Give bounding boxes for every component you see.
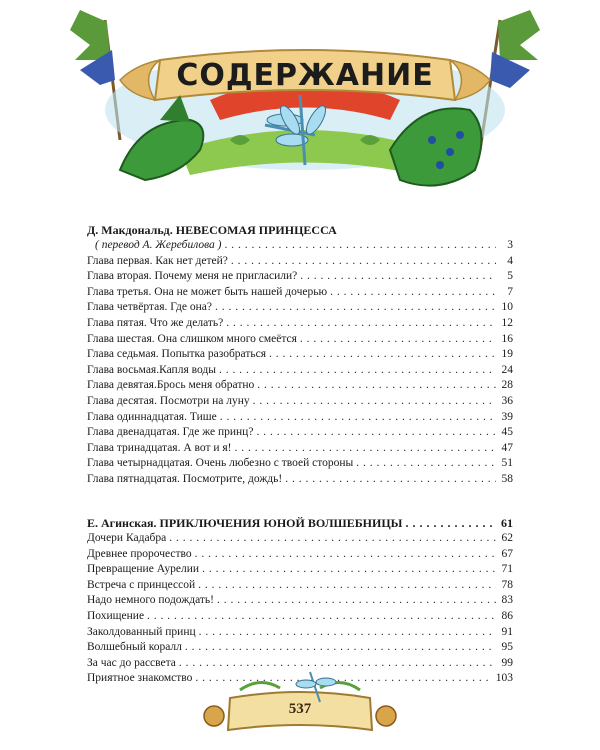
chapter-title: За час до рассвета bbox=[87, 656, 176, 669]
dragon-right-spot bbox=[446, 148, 454, 156]
chapter-title: Глава пятнадцатая. Посмотрите, дождь! bbox=[87, 472, 283, 485]
chapter-title: Превращение Аурелии bbox=[87, 563, 200, 576]
page-ref: 86 bbox=[501, 610, 513, 623]
page-ref: 4 bbox=[507, 254, 513, 267]
page-title: СОДЕРЖАНИЕ bbox=[176, 58, 434, 93]
page-ref: 28 bbox=[501, 379, 513, 392]
page-ref: 67 bbox=[501, 547, 513, 560]
page-ref: 45 bbox=[501, 426, 513, 439]
dragon-right-spot bbox=[436, 161, 444, 169]
dragon-right-spot bbox=[428, 136, 436, 144]
list-item[interactable] bbox=[87, 285, 513, 301]
page-ref: 36 bbox=[501, 394, 513, 407]
page-ref: 95 bbox=[501, 641, 513, 654]
list-item[interactable] bbox=[87, 238, 513, 254]
chapter-title: Надо немного подождать! bbox=[87, 594, 214, 607]
section-gap bbox=[87, 488, 513, 516]
chapter-title: Глава первая. Как нет детей? bbox=[87, 254, 228, 267]
chapter-title: Глава двенадцатая. Где же принц? bbox=[87, 426, 254, 439]
page-ref: 103 bbox=[495, 672, 513, 685]
section2-author: Е. Агинская. bbox=[87, 515, 157, 530]
chapter-title: Глава десятая. Посмотри на луну bbox=[87, 394, 250, 407]
header-banner-art bbox=[60, 0, 550, 210]
list-item[interactable] bbox=[87, 347, 513, 363]
chapter-title: Глава вторая. Почему меня не пригласили? bbox=[87, 270, 298, 283]
dot-leader bbox=[231, 254, 496, 270]
dot-leader bbox=[300, 269, 496, 285]
chapter-title: Встреча с принцессой bbox=[87, 578, 196, 591]
section2-heading[interactable] bbox=[87, 516, 513, 532]
list-item[interactable] bbox=[87, 640, 513, 656]
chapter-title: Глава тринадцатая. А вот и я! bbox=[87, 441, 232, 454]
chapter-title: Приятное знакомство bbox=[87, 672, 193, 685]
footer-ornament bbox=[200, 668, 400, 744]
list-item[interactable] bbox=[87, 593, 513, 609]
list-item[interactable] bbox=[87, 456, 513, 472]
chapter-title: Глава восьмая.Капля воды bbox=[87, 363, 216, 376]
header-illustration bbox=[60, 0, 550, 210]
list-item[interactable] bbox=[87, 410, 513, 426]
page-ref: 16 bbox=[501, 332, 513, 345]
section1-chapter-list bbox=[87, 254, 513, 488]
page-ref: 62 bbox=[501, 532, 513, 545]
page-ref: 47 bbox=[501, 441, 513, 454]
dot-leader bbox=[215, 300, 496, 316]
page-ref: 78 bbox=[501, 578, 513, 591]
section2-chapter-list bbox=[87, 531, 513, 687]
dot-leader bbox=[269, 347, 496, 363]
section1-title: НЕВЕСОМАЯ ПРИНЦЕССА bbox=[175, 223, 337, 237]
page-ref: 3 bbox=[507, 239, 513, 251]
section2-title: ПРИКЛЮЧЕНИЯ ЮНОЙ ВОЛШЕБНИЦЫ bbox=[159, 515, 403, 530]
page-ref: 91 bbox=[501, 625, 513, 638]
chapter-title: Похищение bbox=[87, 610, 145, 623]
section1-author: Д. Макдональд. bbox=[87, 223, 173, 237]
chapter-title: Дочери Кадабра bbox=[87, 532, 167, 545]
dot-leader bbox=[202, 562, 496, 578]
page-ref: 24 bbox=[501, 363, 513, 376]
dot-leader bbox=[356, 456, 496, 472]
dot-leader bbox=[224, 238, 496, 254]
list-item[interactable] bbox=[87, 531, 513, 547]
chapter-title: Глава шестая. Она слишком много смеётся bbox=[87, 332, 297, 345]
list-item[interactable] bbox=[87, 441, 513, 457]
page-ref: 19 bbox=[501, 348, 513, 361]
list-item[interactable] bbox=[87, 394, 513, 410]
list-item[interactable] bbox=[87, 254, 513, 270]
dot-leader bbox=[405, 516, 496, 532]
chapter-title: Древнее пророчество bbox=[87, 547, 192, 560]
page-number: 537 bbox=[288, 701, 312, 717]
table-of-contents bbox=[87, 222, 513, 687]
dot-leader bbox=[169, 531, 496, 547]
dot-leader bbox=[147, 609, 496, 625]
page-ref: 61 bbox=[501, 515, 513, 530]
page-ref: 10 bbox=[501, 301, 513, 314]
dot-leader bbox=[199, 625, 496, 641]
list-item[interactable] bbox=[87, 425, 513, 441]
dot-leader bbox=[217, 593, 496, 609]
chapter-title: Глава одиннадцатая. Тише bbox=[87, 410, 217, 423]
list-item[interactable] bbox=[87, 378, 513, 394]
page-ref: 71 bbox=[501, 563, 513, 576]
page-ref: 7 bbox=[507, 285, 513, 298]
page-ref: 5 bbox=[507, 270, 513, 283]
chapter-title: Глава девятая.Брось меня обратно bbox=[87, 379, 255, 392]
dot-leader bbox=[226, 316, 496, 332]
list-item[interactable] bbox=[87, 363, 513, 379]
list-item[interactable] bbox=[87, 625, 513, 641]
list-item[interactable] bbox=[87, 332, 513, 348]
translator-credit: ( перевод А. Жеребилова ) bbox=[95, 239, 222, 251]
section1-heading bbox=[87, 222, 513, 238]
list-item[interactable] bbox=[87, 472, 513, 488]
list-item[interactable] bbox=[87, 578, 513, 594]
page-ref: 12 bbox=[501, 316, 513, 329]
dot-leader bbox=[195, 547, 496, 563]
page-ref: 51 bbox=[501, 457, 513, 470]
chapter-title: Глава пятая. Что же делать? bbox=[87, 316, 224, 329]
flag-right-green bbox=[498, 10, 540, 60]
dot-leader bbox=[300, 332, 496, 348]
list-item[interactable] bbox=[87, 562, 513, 578]
vine-icon bbox=[240, 682, 280, 690]
dot-leader bbox=[219, 363, 496, 379]
list-item[interactable] bbox=[87, 269, 513, 285]
dot-leader bbox=[220, 410, 496, 426]
chapter-title: Глава третья. Она не может быть нашей дочерью bbox=[87, 285, 328, 298]
page-ref: 39 bbox=[501, 410, 513, 423]
dot-leader bbox=[253, 394, 496, 410]
list-item[interactable] bbox=[87, 547, 513, 563]
dot-leader bbox=[198, 578, 496, 594]
dragon-right-spot bbox=[456, 131, 464, 139]
chapter-title: Глава седьмая. Попытка разобраться bbox=[87, 348, 267, 361]
page-ref: 83 bbox=[501, 594, 513, 607]
list-item[interactable] bbox=[87, 300, 513, 316]
chapter-title: Глава четвёртая. Где она? bbox=[87, 301, 212, 314]
page-ref: 99 bbox=[501, 656, 513, 669]
page-ref: 58 bbox=[501, 472, 513, 485]
dot-leader bbox=[235, 441, 496, 457]
list-item[interactable] bbox=[87, 609, 513, 625]
section2-heading-label bbox=[87, 516, 402, 532]
dot-leader bbox=[285, 472, 496, 488]
list-item[interactable] bbox=[87, 316, 513, 332]
chapter-title: Волшебный коралл bbox=[87, 641, 182, 654]
dot-leader bbox=[185, 640, 496, 656]
chapter-title: Заколдованный принц bbox=[87, 625, 196, 638]
dot-leader bbox=[256, 425, 496, 441]
flag-left-green bbox=[70, 10, 110, 60]
chapter-title: Глава четырнадцатая. Очень любезно с твоей стороны bbox=[87, 457, 354, 470]
dot-leader bbox=[257, 378, 496, 394]
dot-leader bbox=[330, 285, 496, 301]
